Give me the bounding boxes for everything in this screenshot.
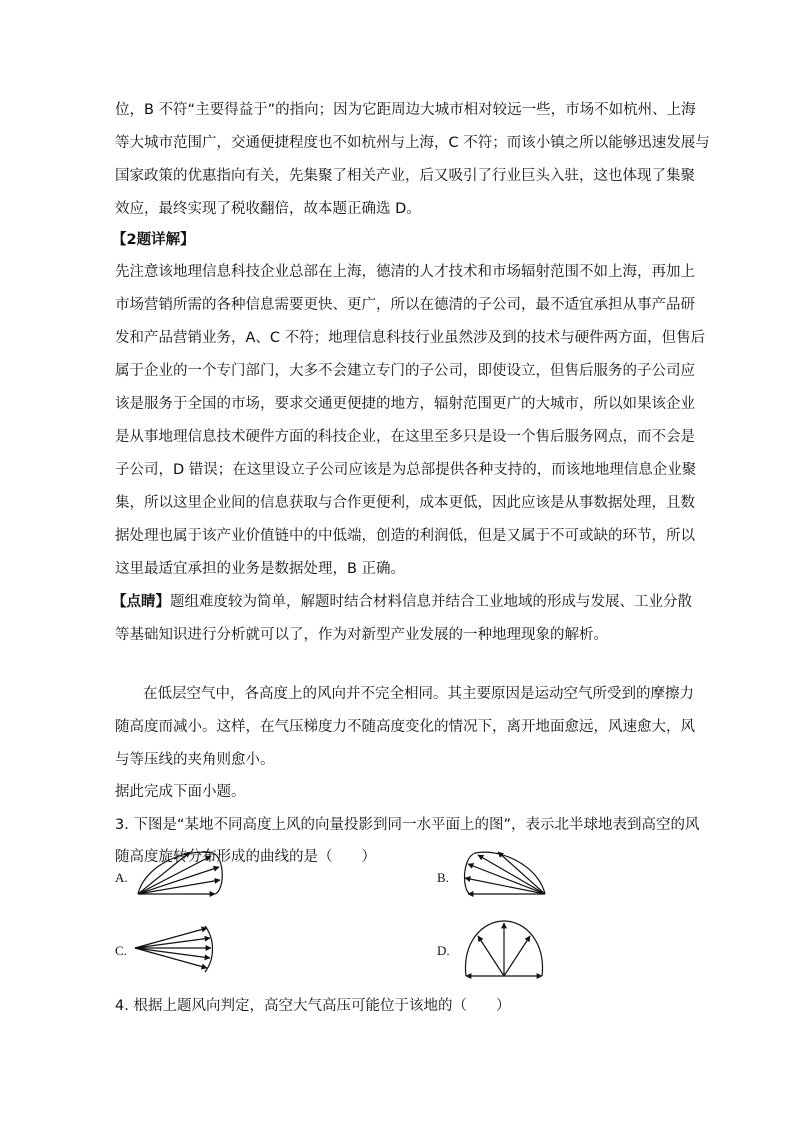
option-d-label: D. [437,943,450,958]
text-line: 等大城市范围广，交通便捷程度也不如杭州与上海，C 不符；而该小镇之所以能够迅速发展与 [115,135,710,151]
option-c-figure [135,924,225,974]
option-d-figure [462,918,552,978]
text-line: 位，B 不符“主要得益于”的指向；因为它距周边大城市相对较远一些，市场不如杭州、上海 [115,102,696,118]
question-3-cont: 随高度旋转分布形成的曲线的是（ ） [115,849,376,865]
text-line: 发和产品营销业务，A、C 不符；地理信息科技行业虽然涉及到的技术与硬件两方面，但售后 [115,330,706,346]
instruction: 据此完成下面小题。 [115,784,246,800]
option-c-label: C. [115,943,127,958]
comment-line [112,592,692,612]
question-3: 3. 下图是“某地不同高度上风的向量投影到同一水平面上的图”，表示北半球地表到高空的风 [115,817,700,833]
text-line: 国家政策的优惠指向有关，先集聚了相关产业，后又吸引了行业巨头入驻，这也体现了集聚 [115,168,695,184]
text-line: 据处理也属于该产业价值链中的中低端，创造的利润低，但是又属于不可或缺的环节，所以 [115,528,695,544]
comment-label: 【点睛】 [112,594,170,610]
section-heading: 【2题详解】 [112,232,195,248]
text-line: 是从事地理信息技术硬件方面的科技企业，在这里至多只是设一个售后服务网点，而不会是 [115,429,695,445]
text-line: 与等压线的夹角则愈小。 [115,752,275,768]
text-line: 这里最适宜承担的业务是数据处理，B 正确。 [115,561,406,577]
text-line: 等基础知识进行分析就可以了，作为对新型产业发展的一种地理现象的解析。 [115,627,608,643]
text-line: 先注意该地理信息科技企业总部在上海，德清的人才技术和市场辐射范围不如上海，再加上 [115,264,695,280]
text-line: 市场营销所需的各种信息需要更快、更广，所以在德清的子公司，最不适宜承担从事产品研 [115,297,695,313]
text-line: 该是服务于全国的市场，要求交通更便捷的地方，辐射范围更广的大城市，所以如果该企业 [115,396,695,412]
passage-line: 在低层空气中，各高度上的风向并不完全相同。其主要原因是运动空气所受到的摩擦力 [143,686,694,702]
text-line: 随高度而减小。这样，在气压梯度力不随高度变化的情况下，离开地面愈远，风速愈大，风 [115,719,695,735]
option-a-label: A. [115,870,128,885]
comment-text: 题组难度较为简单，解题时结合材料信息并结合工业地域的形成与发展、工业分散 [170,594,692,610]
option-b-label: B. [437,870,449,885]
question-4: 4. 根据上题风向判定，高空大气高压可能位于该地的（ ） [115,998,511,1014]
text-line: 集，所以这里企业间的信息获取与合作更便利，成本更低，因此应该是从事数据处理，且数 [115,495,695,511]
text-line: 效应，最终实现了税收翻倍，故本题正确选 D。 [115,201,421,217]
text-line: 属于企业的一个专门部门，大多不会建立专门的子公司，即使设立，但售后服务的子公司应 [115,363,695,379]
option-a-figure [135,850,225,900]
text-line: 子公司，D 错误；在这里设立子公司应该是为总部提供各种支持的，而该地地理信息企业聚 [115,462,697,478]
option-b-figure [460,850,550,900]
